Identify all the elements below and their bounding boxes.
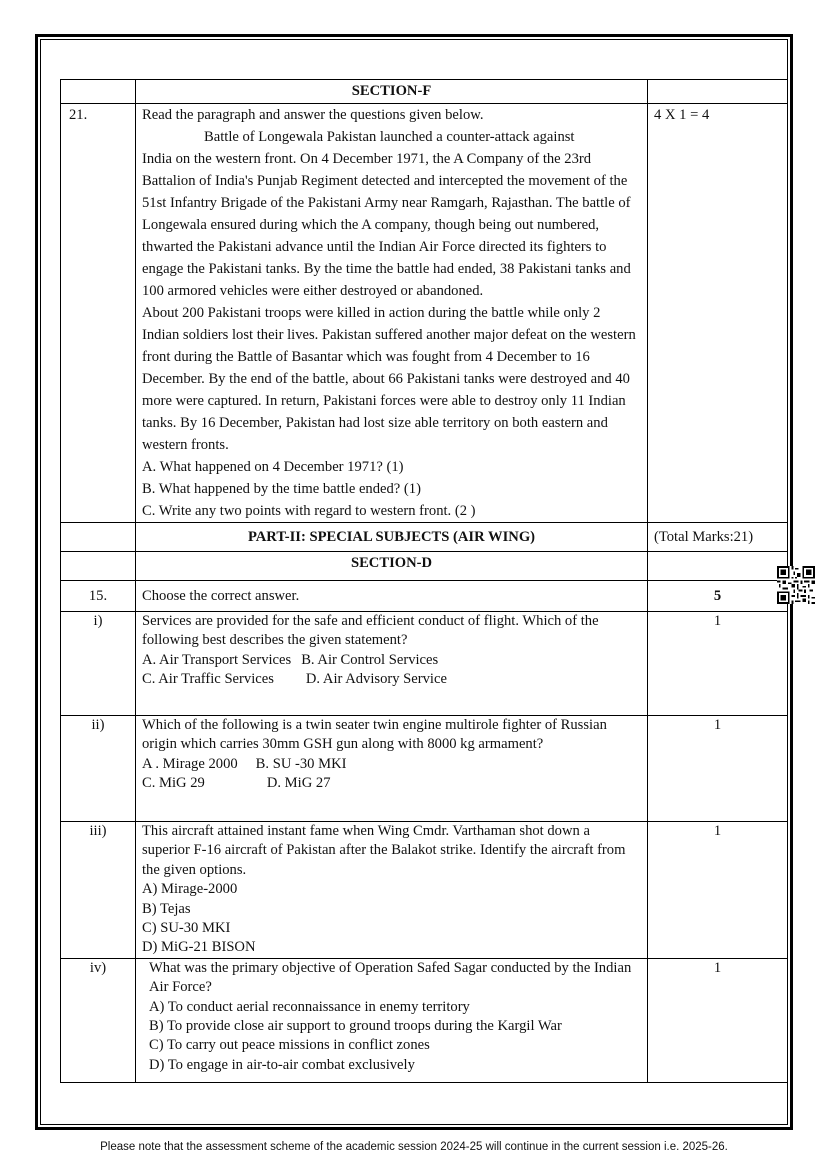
mcq-option-d: D. Air Advisory Service xyxy=(305,671,447,688)
question-21-number: 21. xyxy=(61,104,136,523)
mcq-marks: 1 xyxy=(648,958,788,1082)
question-21-sub-a: A. What happened on 4 December 1971? (1) xyxy=(142,459,404,475)
mcq-question: Services are provided for the safe and efficient conduct of flight. Which of the following best describes the given statement? xyxy=(142,613,599,649)
question-21-sub-c: C. Write any two points with regard to western front. (2 ) xyxy=(142,503,476,519)
mcq-number: iii) xyxy=(61,822,136,959)
mcq-option-c: C) To carry out peace missions in conflict zones xyxy=(149,1037,430,1054)
mcq-option-b: B. Air Control Services xyxy=(301,651,439,668)
mcq-option-d: D. MiG 27 xyxy=(266,775,331,792)
mcq-option-b: B. SU -30 MKI xyxy=(255,755,347,772)
mcq-marks: 1 xyxy=(648,822,788,959)
mcq-number: i) xyxy=(61,612,136,716)
mcq-option-c: C. Air Traffic Services xyxy=(142,671,274,688)
mcq-option-c: C) SU-30 MKI xyxy=(142,920,231,937)
question-21-sub-b: B. What happened by the time battle ended? (1) xyxy=(142,481,421,497)
mcq-marks: 1 xyxy=(648,612,788,716)
question-21-marks: 4 X 1 = 4 xyxy=(648,104,788,523)
mcq-body xyxy=(136,612,648,716)
part2-total-marks: (Total Marks:21) xyxy=(648,523,788,552)
mcq-marks: 1 xyxy=(648,716,788,822)
part2-header-row xyxy=(61,523,788,552)
mcq-options-cd xyxy=(142,670,641,689)
question-21-para1-rest: India on the western front. On 4 December 1971, the A Company of the 23rd Battalion of India's Punjab Regiment detected and intercepted the movement of the 51st Infantry Brigade of the Pakistani Army near Ramgarh, Rajasthan. The battle of Longewala ensured during which the A company, though being out numbered, thwarted the Pakistani advance until the Indian Air Force directed its fighters to engage the Pakistani tanks. By the time the battle had ended, 38 Pakistani tanks and 100 armored vehicles were either destroyed or abandoned. xyxy=(142,151,631,299)
question-15-number: 15. xyxy=(61,581,136,612)
section-f-title: SECTION-F xyxy=(136,80,648,104)
question-21-para2: About 200 Pakistani troops were killed in action during the battle while only 2 Indian soldiers lost their lives. Pakistan suffered another major defeat on the western front during the Battle of Basantar which was fought from 4 December to 16 December. By the end of the battle, about 66 Pakistani tanks were destroyed and 40 more were captured. In return, Pakistani forces were able to destroy only 11 Indian tanks. By 16 December, Pakistan had lost size able territory on both eastern and western fronts. xyxy=(142,305,636,453)
mcq-option-d: D) To engage in air-to-air combat exclusively xyxy=(149,1056,415,1073)
section-d-header-row xyxy=(61,552,788,581)
question-15-text: Choose the correct answer. xyxy=(136,581,648,612)
mcq-option-b: B) To provide close air support to ground troops during the Kargil War xyxy=(149,1018,562,1035)
section-d-title: SECTION-D xyxy=(136,552,648,581)
mcq-option-a: A. Air Transport Services xyxy=(142,651,292,668)
question-21-intro: Read the paragraph and answer the questions given below. xyxy=(142,107,484,123)
question-15-row xyxy=(61,581,788,612)
mcq-option-c: C. MiG 29 xyxy=(142,775,205,792)
question-21-body xyxy=(136,104,648,523)
mcq-question: This aircraft attained instant fame when Wing Cmdr. Varthaman shot down a superior F-16 aircraft of Pakistan after the Balakot strike. Identify the aircraft from the given options. xyxy=(142,823,626,878)
mcq-option-a: A . Mirage 2000 xyxy=(142,755,238,772)
mcq-number: iv) xyxy=(61,958,136,1082)
mcq-options-ab xyxy=(142,755,641,774)
mcq-row-i xyxy=(61,612,788,716)
mcq-body xyxy=(136,822,648,959)
mcq-row-ii xyxy=(61,716,788,822)
question-table xyxy=(60,79,788,1083)
mcq-question: Which of the following is a twin seater twin engine multirole fighter of Russian origin which carries 30mm GSH gun along with 8000 kg armament? xyxy=(142,717,607,753)
mcq-row-iv xyxy=(61,958,788,1082)
question-15-marks: 5 xyxy=(648,581,788,612)
mcq-option-a: A) Mirage-2000 xyxy=(142,881,238,898)
section-f-header-row xyxy=(61,80,788,104)
mcq-options-ab xyxy=(142,651,641,670)
mcq-number: ii) xyxy=(61,716,136,822)
qr-code-icon xyxy=(777,566,815,604)
page-footer-note: Please note that the assessment scheme of the academic session 2024-25 will continue in the current session i.e. 2025-26. xyxy=(100,1141,728,1153)
mcq-option-d: D) MiG-21 BISON xyxy=(142,939,256,956)
mcq-option-a: A) To conduct aerial reconnaissance in enemy territory xyxy=(149,998,470,1015)
part2-title: PART-II: SPECIAL SUBJECTS (AIR WING) xyxy=(136,523,648,552)
mcq-question: What was the primary objective of Operation Safed Sagar conducted by the Indian Air Force? xyxy=(149,959,632,996)
mcq-row-iii xyxy=(61,822,788,959)
mcq-body xyxy=(136,716,648,822)
mcq-options-cd xyxy=(142,774,641,793)
mcq-body xyxy=(136,958,648,1082)
question-21-row xyxy=(61,104,788,523)
mcq-option-b: B) Tejas xyxy=(142,900,191,917)
question-21-para1-first: Battle of Longewala Pakistan launched a counter-attack against xyxy=(204,129,575,145)
